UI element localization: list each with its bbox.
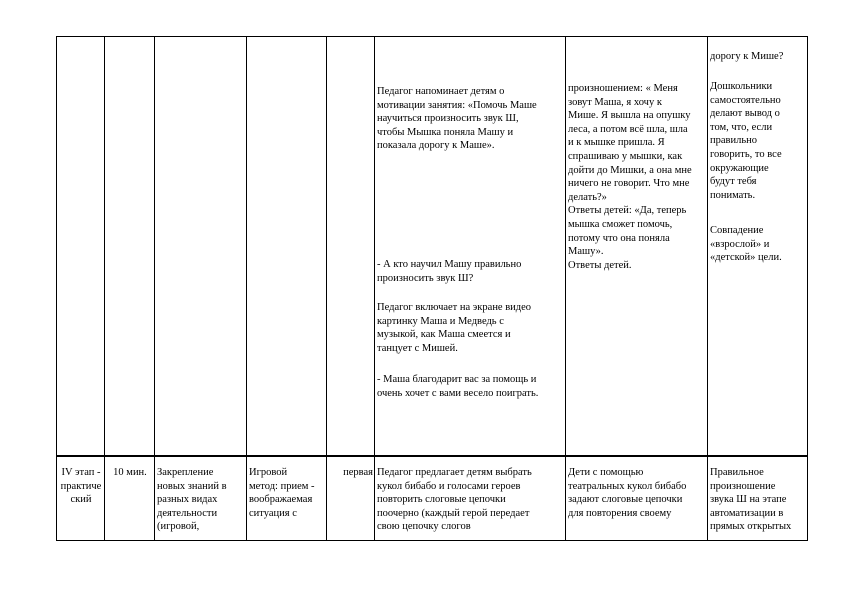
teacher-thanks: - Маша благодарит вас за помощь и очень хочет с вами весело поиграть. xyxy=(377,374,539,399)
children-activity-text: произношением: « Меня зовут Маша, я хочу к Мише. Я вышла на опушку леса, а потом всё шла, шла и к мышке пришла. Я спрашиваю у мышки, как дойти до Мишки, а она мне ничего не говорит. Что мне делать?» Ответы детей: «Да, теперь мышка сможет помочь, потому что она поняла Машу». Ответы детей. xyxy=(568,83,692,271)
stage-label: IV этап - практиче ский xyxy=(60,467,102,506)
form-text: первая xyxy=(343,467,373,478)
column-divider-1 xyxy=(104,36,105,541)
result-goals: Совпадение «взрослой» и «детской» цели. xyxy=(710,225,782,264)
row-divider xyxy=(56,455,808,457)
table-border-left xyxy=(56,36,57,541)
result-conclusion: Дошкольники самостоятельно делают вывод о том, что, если правильно говорить, то все окружающие будут тебя понимать. xyxy=(710,81,782,201)
column-divider-2 xyxy=(154,36,155,541)
column-divider-4 xyxy=(326,36,327,541)
column-divider-7 xyxy=(707,36,708,541)
column-divider-3 xyxy=(246,36,247,541)
column-divider-5 xyxy=(374,36,375,541)
teacher-question: - А кто научил Машу правильно произносить звук Ш? xyxy=(377,259,522,284)
table-border-right xyxy=(807,36,808,541)
column-divider-6 xyxy=(565,36,566,541)
result-question: дорогу к Мише? xyxy=(710,51,784,62)
result-text: Правильное произношение звука Ш на этапе автоматизации в прямых открытых xyxy=(710,467,792,533)
teacher-video: Педагог включает на экране видео картинку Маша и Медведь с музыкой, как Маша смеется и танцует с Мишей. xyxy=(377,302,532,354)
task-text: Закрепление новых знаний в разных видах деятельности (игровой, xyxy=(157,467,227,533)
table-border-bottom xyxy=(56,540,808,541)
time-label: 10 мин. xyxy=(113,467,147,478)
teacher-activity-text: Педагог предлагает детям выбрать кукол бибабо и голосами героев повторить слоговые цепочки поочерно (каждый герой передает свою цепочку слогов xyxy=(377,467,532,533)
method-text: Игровой метод: прием - воображаемая ситуация с xyxy=(249,467,315,519)
table-border-top xyxy=(56,36,808,37)
teacher-activity-motivation: Педагог напоминает детям о мотивации занятия: «Помочь Маше научиться произносить звук Ш, чтобы Мышка поняла Машу и показала дорогу к Маше». xyxy=(377,86,537,152)
children-activity-bottom: Дети с помощью театральных кукол бибабо задают слоговые цепочки для повторения своему xyxy=(568,467,687,519)
